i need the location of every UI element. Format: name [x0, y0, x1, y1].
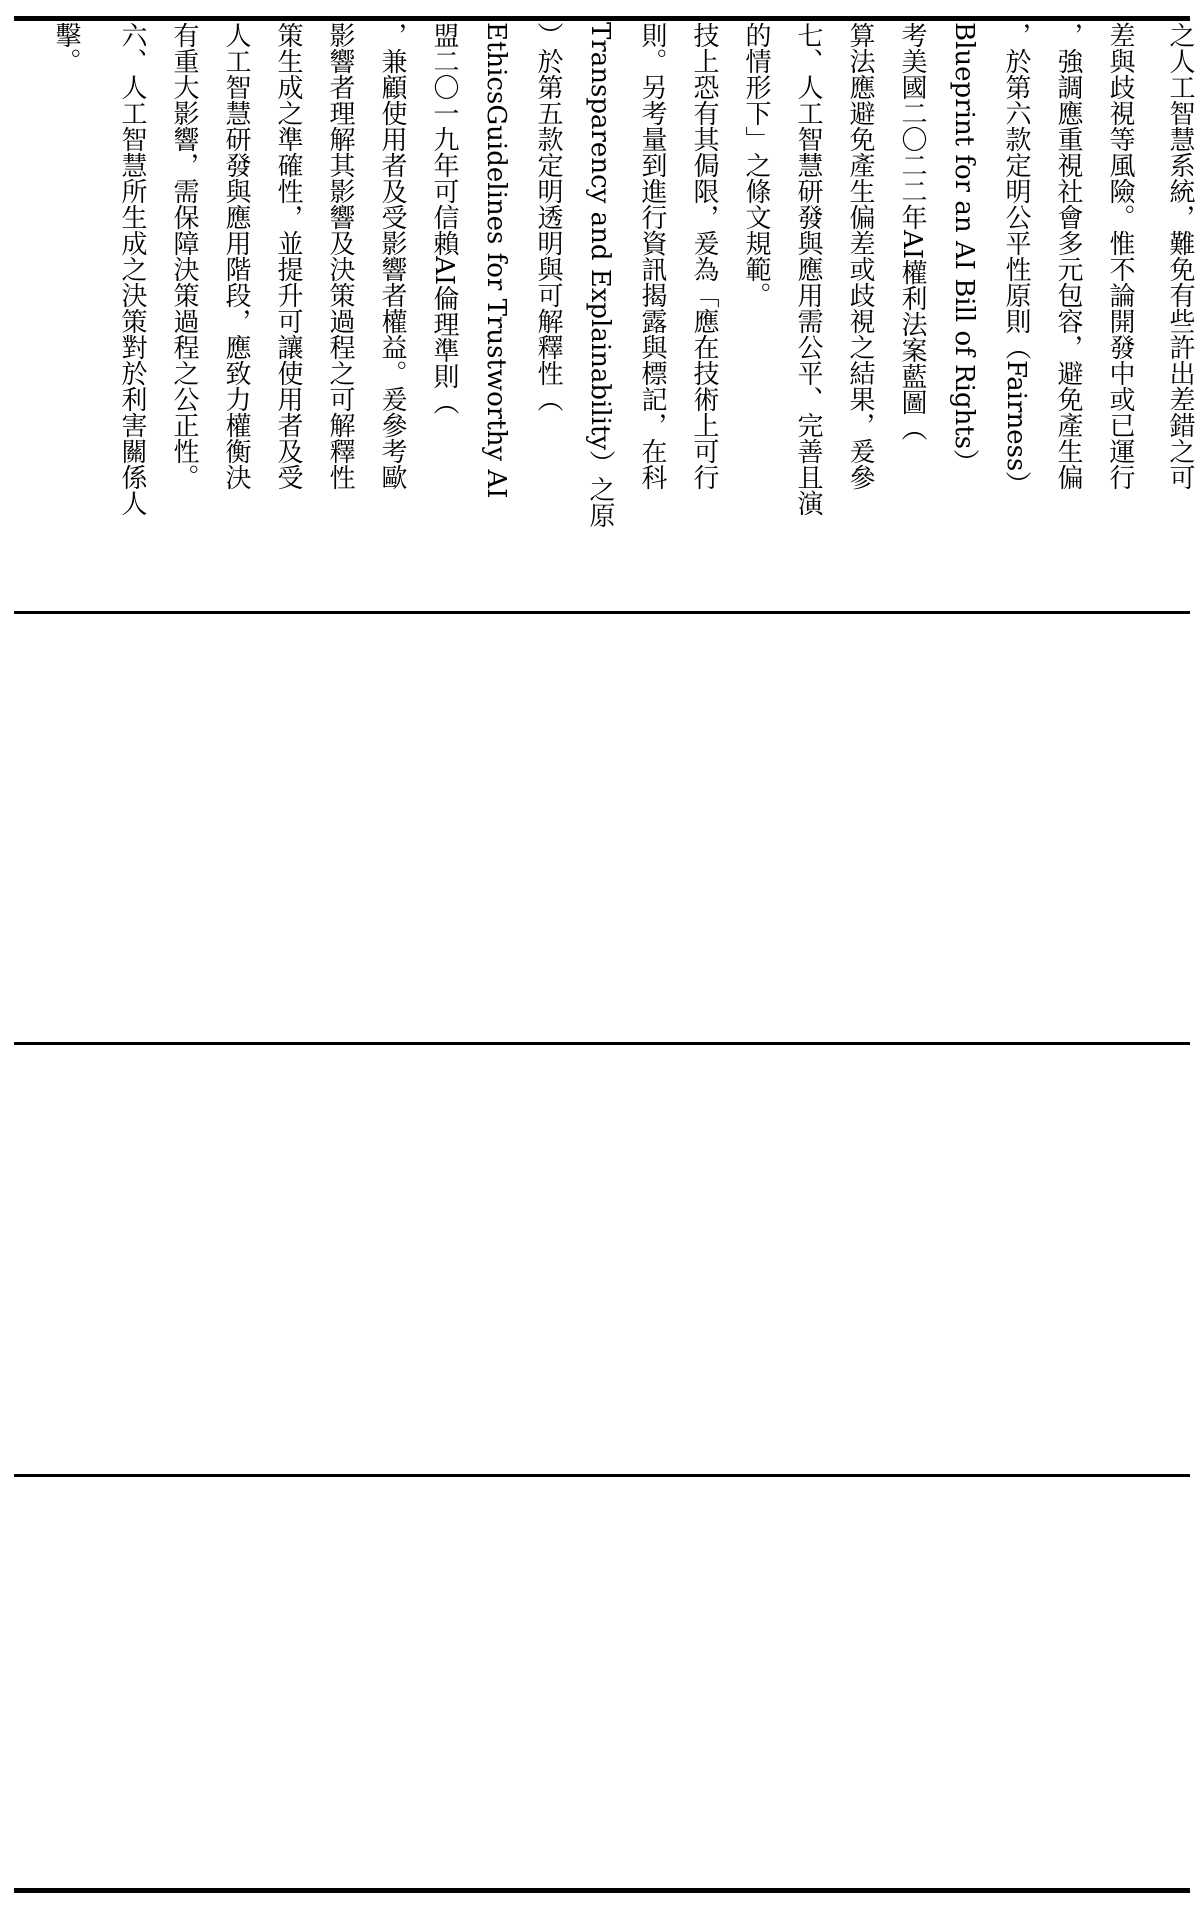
text-line: 之人工智慧系統，難免有些許出差錯之可	[1165, 22, 1195, 490]
text-line: 盟二〇一九年可信賴AI倫理準則（	[429, 22, 459, 416]
bottom-rule	[14, 1888, 1190, 1893]
text-line: ，強調應重視社會多元包容，避免產生偏	[1053, 22, 1083, 490]
text-line: 有重大影響，需保障決策過程之公正性。	[169, 22, 199, 490]
row-divider-1	[14, 611, 1190, 614]
text-column-left	[40, 22, 92, 608]
text-line: EthicsGuidelines for Trustworthy AI	[481, 22, 511, 499]
text-line: Transparency and Explainability）之原	[585, 22, 615, 529]
text-line: ，兼顧使用者及受影響者權益。爰參考歐	[377, 22, 407, 490]
text-line: ）於第五款定明透明與可解釋性（	[533, 22, 563, 412]
text-line: 考美國二〇二二年AI權利法案藍圖（	[897, 22, 927, 442]
text-line: 技上恐有其侷限，爰為「應在技術上可行	[689, 22, 719, 490]
text-line: 影響者理解其影響及決策過程之可解釋性	[325, 22, 355, 490]
text-line: 則。另考量到進行資訊揭露與標記，在科	[637, 22, 667, 490]
top-rule	[14, 16, 1190, 21]
text-column-right	[1154, 22, 1204, 608]
row-divider-3	[14, 1474, 1190, 1477]
text-line: ，於第六款定明公平性原則（Fairness）	[1001, 22, 1031, 498]
text-line: 六、人工智慧所生成之決策對於利害關係人	[117, 22, 147, 516]
text-line: 擊。	[51, 22, 81, 74]
text-line: 策生成之準確性，並提升可讓使用者及受	[273, 22, 303, 490]
text-line: 的情形下」之條文規範。	[741, 22, 771, 308]
text-line: 算法應避免產生偏差或歧視之結果，爰參	[845, 22, 875, 490]
text-line: 七、人工智慧研發與應用需公平、完善且演	[793, 22, 823, 516]
text-line: Blueprint for an AI Bill of Rights）	[949, 22, 979, 476]
text-column-main	[100, 22, 1146, 608]
text-line: 差與歧視等風險。惟不論開發中或已運行	[1105, 22, 1135, 490]
row-divider-2	[14, 1042, 1190, 1045]
text-line: 人工智慧研發與應用階段，應致力權衡決	[221, 22, 251, 490]
